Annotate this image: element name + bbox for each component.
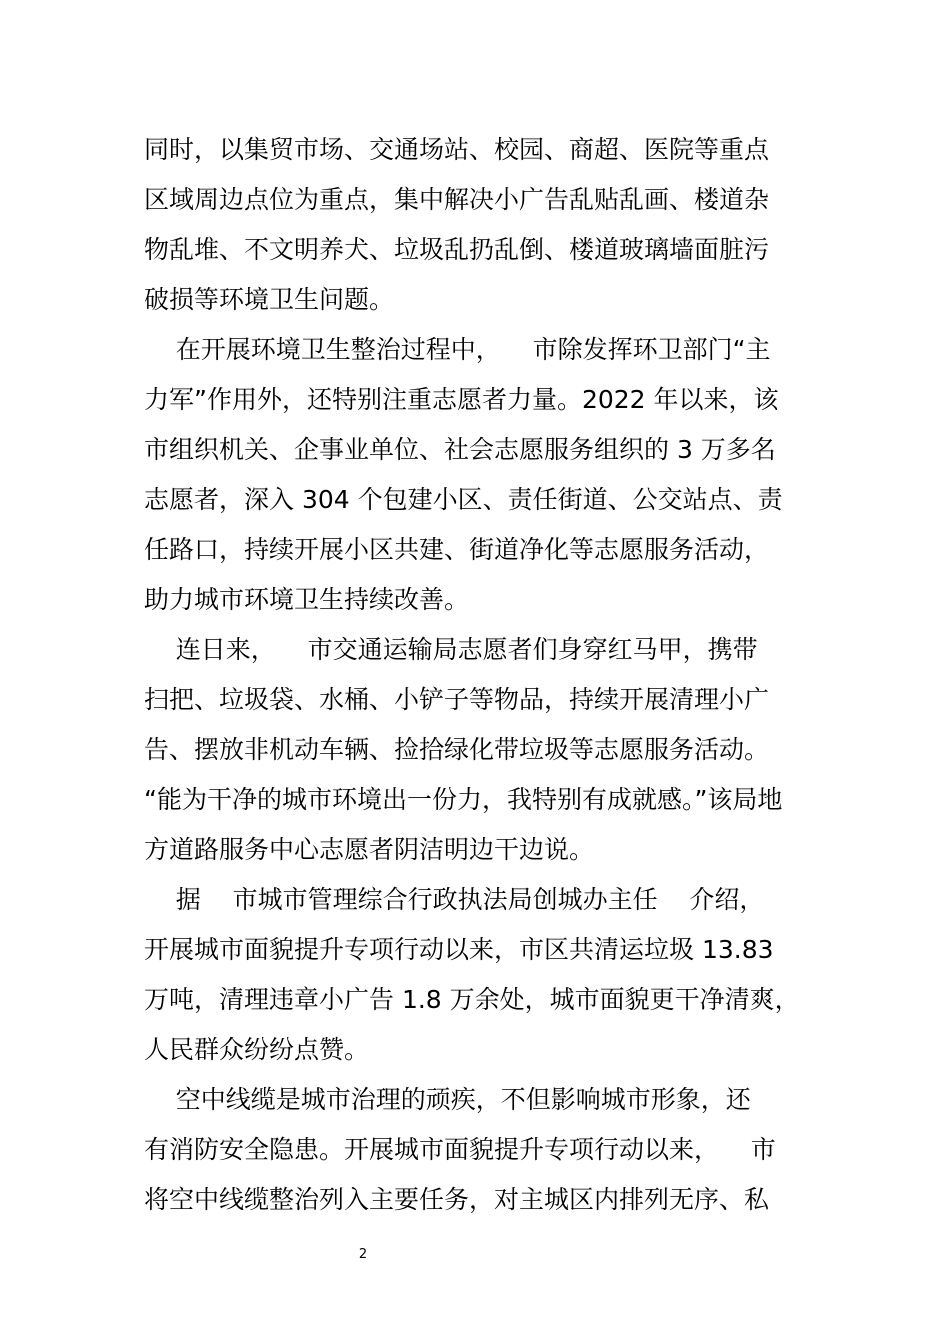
text-line: “能为干净的城市环境出一份力，我特别有成就感。”该局地 xyxy=(144,785,783,814)
text-line: 力军”作用外，还特别注重志愿者力量。2022 年以来，该 xyxy=(144,385,779,414)
text-line: 万吨，清理违章小广告 1.8 万余处，城市面貌更干净清爽， xyxy=(144,985,800,1014)
text-line: 志愿者，深入 304 个包建小区、责任街道、公交站点、责 xyxy=(144,485,783,514)
text-line: 连日来， 市交通运输局志愿者们身穿红马甲，携带 xyxy=(144,635,758,664)
text-line: 在开展环境卫生整治过程中， 市除发挥环卫部门“主 xyxy=(144,335,771,364)
text-line: 区域周边点位为重点，集中解决小广告乱贴乱画、楼道杂 xyxy=(144,185,770,214)
text-line: 方道路服务中心志愿者阴洁明边干边说。 xyxy=(144,835,595,864)
text-line: 告、摆放非机动车辆、捡拾绿化带垃圾等志愿服务活动。 xyxy=(144,735,770,764)
text-line: 破损等环境卫生问题。 xyxy=(144,285,395,314)
text-line: 开展城市面貌提升专项行动以来，市区共清运垃圾 13.83 xyxy=(144,935,774,964)
text-line: 市组织机关、企事业单位、社会志愿服务组织的 3 万多名 xyxy=(144,435,776,464)
text-line: 同时，以集贸市场、交通场站、校园、商超、医院等重点 xyxy=(144,135,770,164)
text-line: 有消防安全隐患。开展城市面貌提升专项行动以来， 市 xyxy=(144,1135,776,1164)
text-line: 扫把、垃圾袋、水桶、小铲子等物品，持续开展清理小广 xyxy=(144,685,770,714)
text-line: 据 市城市管理综合行政执法局创城办主任 介绍， xyxy=(144,885,765,914)
text-line: 助力城市环境卫生持续改善。 xyxy=(144,585,470,614)
page-number: 2 xyxy=(358,1247,368,1262)
text-line: 空中线缆是城市治理的顽疾，不但影响城市形象，还 xyxy=(144,1085,751,1114)
text-line: 任路口，持续开展小区共建、街道净化等志愿服务活动， xyxy=(144,535,770,564)
text-line: 将空中线缆整治列入主要任务，对主城区内排列无序、私 xyxy=(144,1185,770,1214)
text-line: 物乱堆、不文明养犬、垃圾乱扔乱倒、楼道玻璃墙面脏污 xyxy=(144,235,770,264)
text-line: 人民群众纷纷点赞。 xyxy=(144,1035,370,1064)
